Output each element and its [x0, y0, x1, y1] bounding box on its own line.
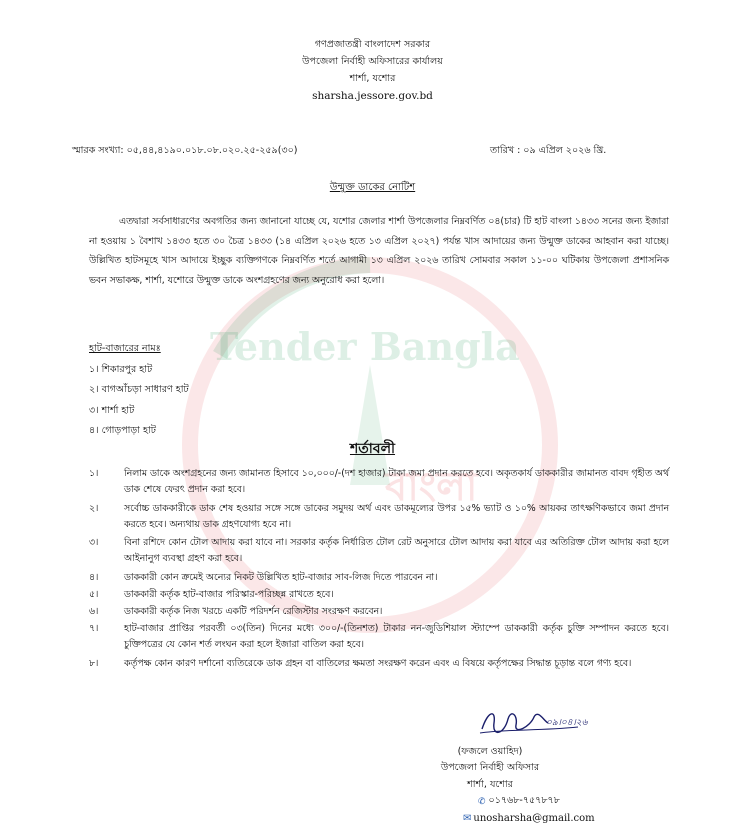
condition-text: ডাককারী কর্তৃক নিজ খরচে একটি পরিদর্শন রেজিস্টার সংরক্ষণ করবেন।	[124, 606, 383, 617]
condition-item	[89, 656, 669, 672]
signatory-designation: উপজেলা নির্বাহী অফিসার	[440, 762, 540, 773]
condition-text: নিলাম ডাকে অংশগ্রহনের জন্য জামানত হিসাবে ১০,০০০/-(দশ হাজার) টাকা জমা প্রদান করতে হবে। অকৃতকার্য ডাককারীর জামানত বাবদ গৃহীত অর্থ ডাক শেষে ফেরৎ প্রদান করা হবে।	[124, 468, 669, 495]
condition-number: ৮।	[89, 658, 99, 669]
condition-number: ৩।	[89, 537, 99, 548]
condition-text: ডাককারী কর্তৃক হাট-বাজার পরিস্কার-পরিচ্ছন্ন রাখতে হবে।	[124, 589, 334, 600]
condition-number: ৬।	[89, 606, 99, 617]
signatory-name: (ফজলে ওয়াহিদ)	[457, 746, 523, 757]
condition-item	[89, 466, 669, 498]
watermark-script: বাংলা	[385, 464, 478, 510]
notice-date: তারিখ : ০৯ এপ্রিল ২০২৬ খ্রি.	[490, 145, 607, 156]
memo-number: স্মারক সংখ্যা: ০৫,৪৪,৪১৯০.০১৮.০৮.০২০.২৫-২৫৯(৩০)	[72, 145, 298, 156]
condition-item	[89, 535, 669, 567]
condition-text: বিনা রশিদে কোন টোল আদায় করা যাবে না। সরকার কর্তৃক নির্ধারিত টোল রেট অনুসারে টোল আদায় করা যাবে এর অতিরিক্ত টোল আদায় করা হলে আইনানুগ ব্যবস্থা গ্রহণ করা হবে।	[124, 537, 669, 564]
phone-icon: ✆	[478, 796, 486, 807]
hat-item: ১। শিকারপুর হাট	[89, 364, 153, 375]
conditions-title: শর্তাবলী	[349, 441, 396, 457]
condition-text: সর্বোচ্চ ডাককারীকে ডাক শেষ হওয়ার সঙ্গে সঙ্গে ডাকের সমুদয় অর্থ এবং ডাকমূল্যের উপর ১৫% ভ্যাট ও ১০% আয়কর তাৎক্ষণিকভাবে জমা প্রদান করতে হবে। অন্যথায় ডাক গ্রহণযোগ্য হবে না।	[124, 503, 669, 530]
signatory-email	[463, 813, 595, 824]
email-address[interactable]: unosharsha@gmail.com	[473, 813, 595, 824]
signature-date: ০৯।০৪।২৬	[546, 718, 588, 728]
signatory-phone	[478, 794, 560, 809]
condition-text: হাট-বাজার প্রাপ্তির পরবর্তী ০৩(তিন) দিনের মধ্যে ৩০০/-(তিনশত) টাকার নন-জুডিশিয়াল স্ট্যাম্পে ডাককারী কর্তৃক চুক্তি সম্পাদন করতে হবে। চুক্তিপত্রের যে কোন শর্ত লংঘন করা হলে ইজারা বাতিল করা হবে।	[124, 623, 669, 650]
office-location: শার্শা, যশোর	[349, 73, 396, 84]
condition-item	[89, 621, 669, 653]
condition-item	[89, 570, 669, 586]
gov-title: গণপ্রজাতন্ত্রী বাংলাদেশ সরকার	[314, 39, 431, 50]
phone-number: ০১৭৬৮-৭৫৭৮৭৮	[488, 795, 560, 806]
watermark-text: Tender Bangla	[210, 324, 520, 369]
condition-number: ২।	[89, 503, 99, 514]
condition-item	[89, 501, 669, 533]
signatory-location: শার্শা, যশোর	[467, 779, 513, 790]
condition-number: ৪।	[89, 572, 99, 583]
condition-text: কর্তৃপক্ষ কোন কারণ দর্শানো ব্যতিরেকে ডাক গ্রহন বা বাতিলের ক্ষমতা সংরক্ষণ করেন এবং এ বিষয়ে কর্তৃপক্ষের সিদ্ধান্ত চূড়ান্ত বলে গণ্য হবে।	[124, 658, 632, 669]
hat-item: ৪। গোড়পাড়া হাট	[89, 425, 156, 436]
condition-item	[89, 604, 669, 620]
office-title: উপজেলা নির্বাহী অফিসারের কার্যালয়	[302, 56, 443, 67]
email-icon: ✉	[463, 813, 472, 824]
condition-item	[89, 587, 669, 603]
condition-number: ৭।	[89, 623, 99, 634]
signature-scrawl	[478, 705, 588, 739]
notice-body: এতদ্বারা সর্বসাধারণের অবগতির জন্য জানানো যাচ্ছে যে, যশোর জেলার শার্শা উপজেলার নিম্নবর্ণিত ০৪(চার) টি হাট বাংলা ১৪৩৩ সনের জন্য ইজারা না হওয়ায় ১ বৈশাখ ১৪৩৩ হতে ৩০ চৈত্র ১৪৩৩ (১৪ এপ্রিল ২০২৬ হতে ১৩ এপ্রিল ২০২৭) পর্যন্ত খাস আদায়ের জন্য উন্মুক্ত ডাকের আহবান করা যাচ্ছে। উল্লিখিত হাটসমূহে খাস আদায়ে ইচ্ছুক ব্যক্তিগণকে নিম্নবর্ণিত শর্তে আগামী ১৩ এপ্রিল ২০২৬ তারিখ সোমবার সকাল ১১-০০ ঘটিকায় উপজেলা প্রশাসনিক ভবন সভাকক্ষ, শার্শা, যশোরে উন্মুক্ত ডাকে অংশগ্রহণের জন্য অনুরোধ করা হলো।	[89, 216, 669, 286]
condition-text: ডাককারী কোন ক্রমেই অন্যের নিকট উল্লিখিত হাট-বাজার সাব-লিজ দিতে পারবেন না।	[124, 572, 438, 583]
notice-title: উন্মুক্ত ডাকের নোটিশ	[329, 182, 416, 193]
hat-list-label: হাট-বাজারের নামঃ	[89, 343, 161, 354]
hat-item: ২। বাগআঁচড়া সাধারণ হাট	[89, 384, 189, 395]
condition-number: ১।	[89, 468, 99, 479]
hat-item: ৩। শার্শা হাট	[89, 405, 135, 416]
condition-number: ৫।	[89, 589, 99, 600]
office-website: sharsha.jessore.gov.bd	[312, 90, 433, 102]
